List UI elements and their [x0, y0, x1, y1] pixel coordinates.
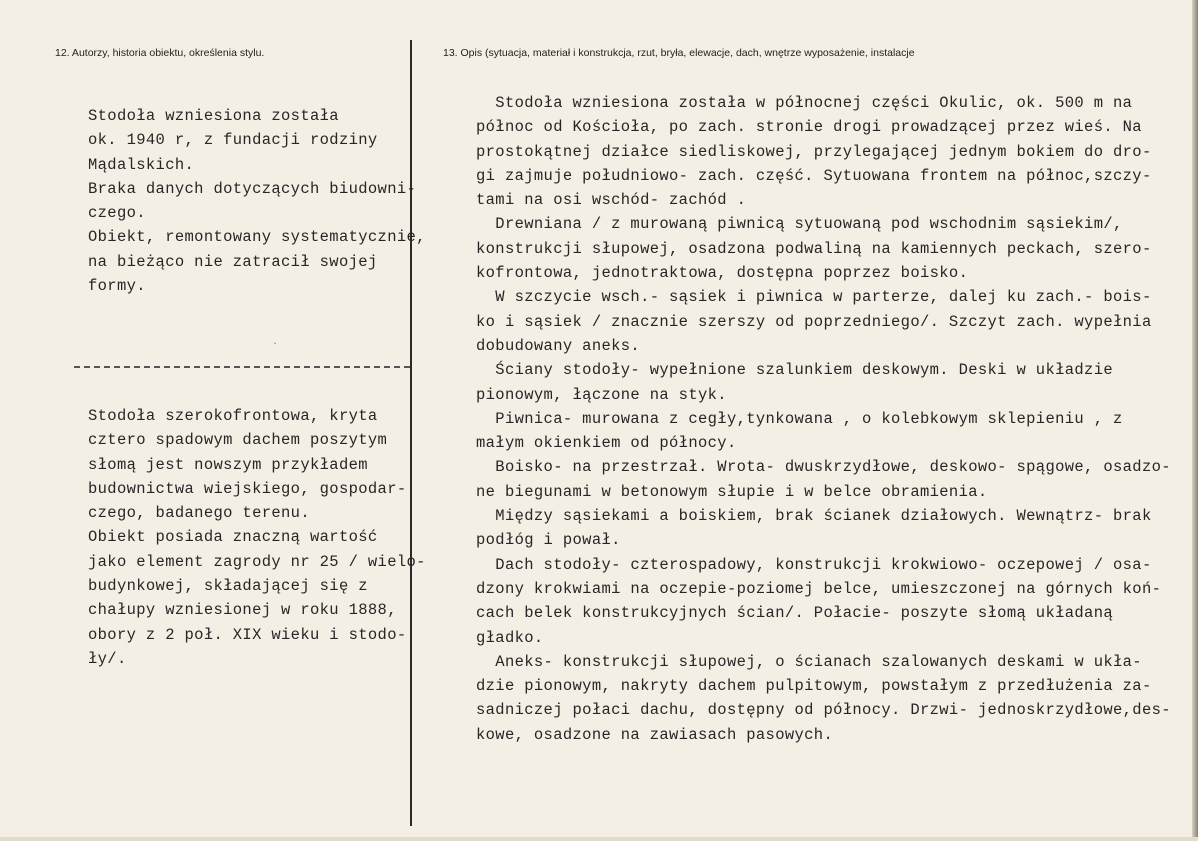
page-edge — [1192, 0, 1198, 841]
description-text: Stodoła wzniesiona została w północnej części Okulic, ok. 500 m na północ od Kościoła, po zach. stronie drogi prowadzącej przez wieś. Na prostokątnej działce siedliskowej, przylegającej jednym bokiem do dro- gi zajmuje południowo- zach. część. Sytuowana frontem na północ,szczy- tami na osi wschód- zachód . Drewniana / z murowaną piwnicą sytuowaną pod wschodnim sąsiekim/, konstrukcji słupowej, osadzona podwaliną na kamiennych peckach, szero- kofrontowa, jednotraktowa, dostępna poprzez boisko. W szczycie wsch.- sąsiek i piwnica w parterze, dalej ku zach.- bois- ko i sąsiek / znacznie szerszy od poprzedniego/. Szczyt zach. wypełnia dobudowany aneks. Ściany stodoły- wypełnione szalunkiem deskowym. Deski w układzie pionowym, łączone na styk. Piwnica- murowana z cegły,tynkowana , o kolebkowym sklepieniu , z małym okienkiem od północy. Boisko- na przestrzał. Wrota- dwuskrzydłowe, deskowo- spągowe, osadzo- ne biegunami w betonowym słupie i w belce obramienia. Między sąsiekami a boiskiem, brak ścianek działowych. Wewnątrz- brak podłóg i pował. Dach stodoły- czterospadowy, konstrukcji krokwiowo- oczepowej / osa- dzony krokwiami na oczepie-poziomej belce, umieszczonej na górnych koń- cach belek konstrukcyjnych ścian/. Połacie- poszyte słomą układaną gładko. Aneks- konstrukcji słupowej, o ścianach szalowanych deskami w ukła- dzie pionowym, nakryty dachem pulpitowym, powstałym z przedłużenia za- sadniczej połaci dachu, dostępny od północy. Drzwi- jednoskrzydłowe,des- kowe, osadzone na zawiasach pasowych. — [476, 94, 1171, 744]
history-text: Stodoła wzniesiona została ok. 1940 r, z fundacji rodziny Mądalskich. Braka danych dotyczących biudowni- czego. Obiekt, remontowany systematycznie, na bieżąco nie zatracił swojej formy. — [88, 107, 426, 296]
field-12-label: 12. Autorzy, historia obiektu, określenia stylu. — [55, 47, 265, 59]
section-divider — [74, 366, 410, 368]
stray-mark: ` — [272, 343, 279, 354]
field-13-label: 13. Opis (sytuacja, materiał i konstrukcja, rzut, bryła, elewacje, dach, wnętrze wyposażenie, instalacje — [443, 47, 915, 59]
style-assessment-text: Stodoła szerokofrontowa, kryta cztero spadowym dachem poszytym słomą jest nowszym przykładem budownictwa wiejskiego, gospodar- czego, badanego terenu. Obiekt posiada znaczną wartość jako element zagrody nr 25 / wielo- budynkowej, składającej się z chałupy wzniesionej w roku 1888, obory z 2 poł. XIX wieku i stodo- ły/. — [88, 407, 426, 668]
page-bottom-edge — [0, 837, 1198, 841]
